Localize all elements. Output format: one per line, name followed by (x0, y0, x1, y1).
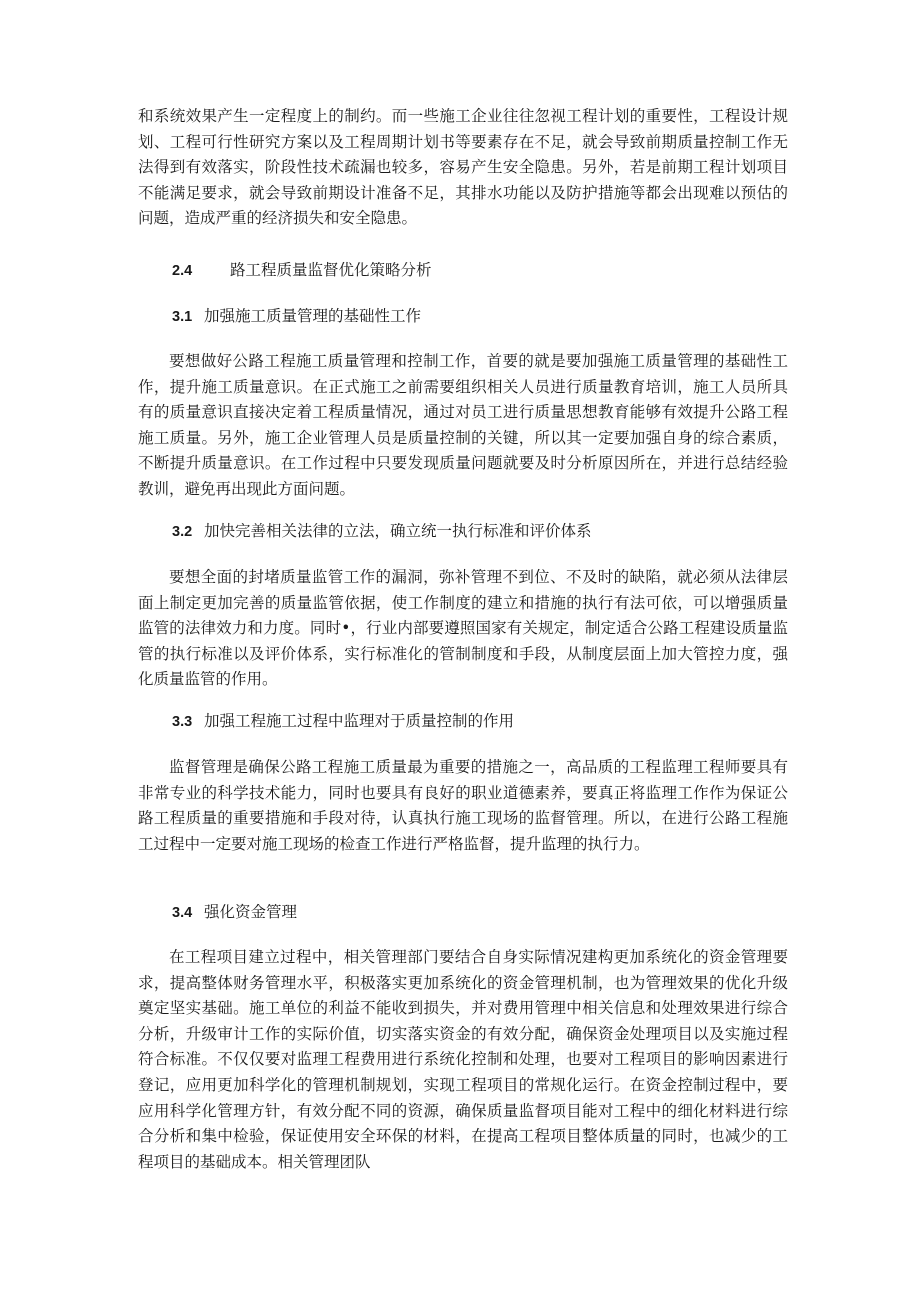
section-heading-3-2 (172, 520, 592, 543)
section-3-2-body: 要想全面的封堵质量监管工作的漏洞，弥补管理不到位、不及时的缺陷，就必须从法律层面上制定更加完善的质量监管依据，使工作制度的建立和措施的执行有法可依，可以增强质量监管的法律效力和力度。同时•，行业内部要遵照国家有关规定，制定适合公路工程建设质量监管的执行标准以及评价体系，实行标准化的管制制度和手段，从制度层面上加大管控力度，强化质量监管的作用。 (138, 568, 788, 689)
section-heading-3-1 (172, 305, 421, 328)
section-3-4-body: 在工程项目建立过程中，相关管理部门要结合自身实际情况建构更加系统化的资金管理要求，提高整体财务管理水平，积极落实更加系统化的资金管理机制，也为管理效果的优化升级奠定坚实基础。施工单位的利益不能收到损失，并对费用管理中相关信息和处理效果进行综合分析，升级审计工作的实际价值，切实落实资金的有效分配，确保资金处理项目以及实施过程符合标准。不仅仅要对监理工程费用进行系统化控制和处理，也要对工程项目的影响因素进行登记，应用更加科学化的管理机制规划，实现工程项目的常规化运行。在资金控制过程中，要应用科学化管理方针，有效分配不同的资源，确保质量监督项目能对工程中的细化材料进行综合分析和集中检验，保证使用安全环保的材料，在提高工程项目整体质量的同时，也减少的工程项目的基础成本。相关管理团队 (138, 948, 788, 1171)
section-number: 3.1 (172, 309, 193, 325)
section-3-3-body: 监督管理是确保公路工程施工质量最为重要的措施之一，高品质的工程监理工程师要具有非常专业的科学技术能力，同时也要具有良好的职业道德素养，要真正将监理工作作为保证公路工程质量的重要措施和手段对待，认真执行施工现场的监督管理。所以，在进行公路工程施工过程中一定要对施工现场的检查工作进行严格监督，提升监理的执行力。 (138, 758, 788, 853)
section-title: 加强施工质量管理的基础性工作 (204, 307, 422, 325)
section-heading-3-3 (172, 710, 514, 733)
section-title: 加强工程施工过程中监理对于质量控制的作用 (204, 712, 515, 730)
section-number: 3.3 (172, 714, 193, 730)
section-number: 2.4 (172, 263, 193, 279)
section-number: 3.2 (172, 524, 193, 540)
section-heading-2-4 (172, 259, 432, 282)
section-title: 路工程质量监督优化策略分析 (230, 261, 432, 279)
section-title: 加快完善相关法律的立法，确立统一执行标准和评价体系 (204, 522, 592, 540)
section-3-1-body: 要想做好公路工程施工质量管理和控制工作，首要的就是要加强施工质量管理的基础性工作，提升施工质量意识。在正式施工之前需要组织相关人员进行质量教育培训，施工人员所具有的质量意识直接决定着工程质量情况，通过对员工进行质量思想教育能够有效提升公路工程施工质量。另外，施工企业管理人员是质量控制的关键，所以其一定要加强自身的综合素质，不断提升质量意识。在工作过程中只要发现质量问题就要及时分析原因所在，并进行总结经验教训，避免再出现此方面问题。 (138, 352, 788, 498)
section-heading-3-4 (172, 901, 297, 924)
intro-paragraph: 和系统效果产生一定程度上的制约。而一些施工企业往往忽视工程计划的重要性，工程设计规划、工程可行性研究方案以及工程周期计划书等要素存在不足，就会导致前期质量控制工作无法得到有效落实，阶段性技术疏漏也较多，容易产生安全隐患。另外，若是前期工程计划项目不能满足要求，就会导致前期设计准备不足，其排水功能以及防护措施等都会出现难以预估的问题，造成严重的经济损失和安全隐患。 (138, 107, 788, 228)
section-title: 强化资金管理 (204, 903, 298, 921)
section-number: 3.4 (172, 905, 193, 921)
